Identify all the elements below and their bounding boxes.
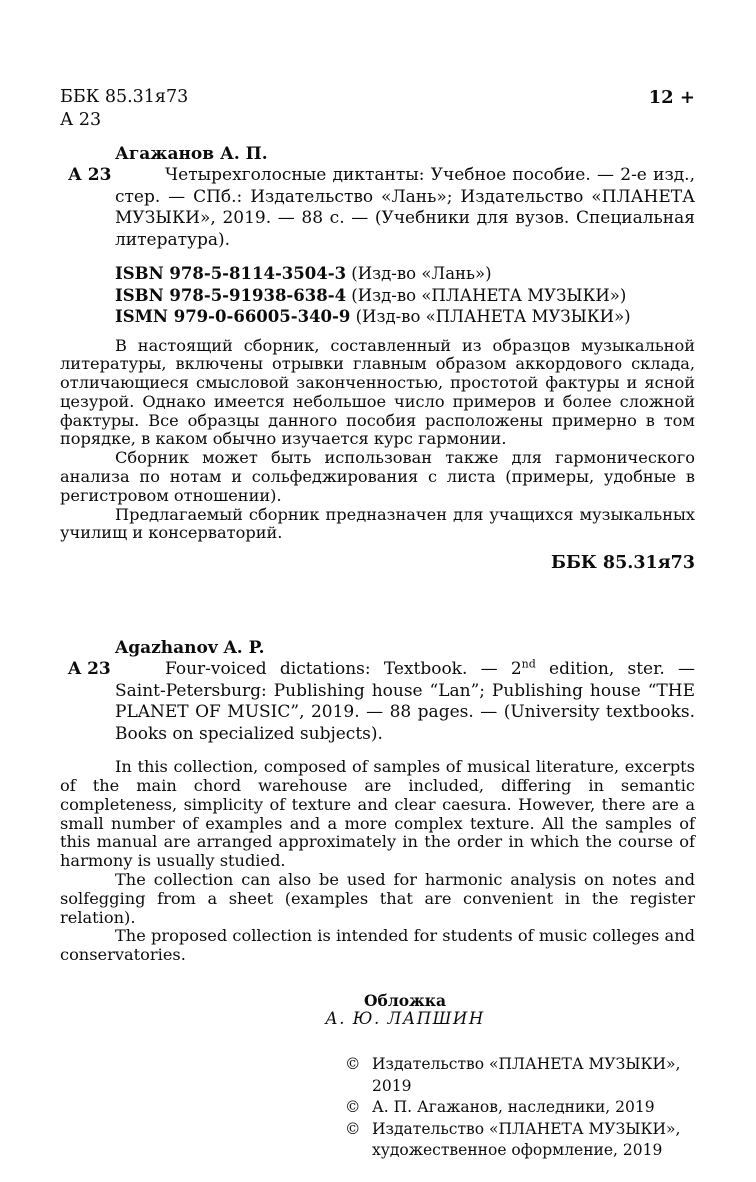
cover-designer-name: А. Ю. ЛАПШИН bbox=[325, 1009, 485, 1029]
ru-annotation-paragraph: Предлагаемый сборник предназначен для учащихся музыкальных училищ и консерваторий. bbox=[60, 504, 695, 543]
en-bibliographic-section bbox=[60, 637, 695, 965]
bbk-code: ББК 85.31я73 bbox=[60, 87, 189, 107]
copyright-line bbox=[345, 1097, 695, 1119]
en-bibliographic-entry bbox=[60, 637, 695, 745]
top-codes-row bbox=[60, 86, 695, 132]
ismn-publisher: (Изд-во «ПЛАНЕТА МУЗЫКИ») bbox=[350, 307, 631, 326]
copyright-symbol: © bbox=[345, 1098, 361, 1117]
en-annotation-paragraph: In this collection, composed of samples of musical literature, excerpts of the main chord warehouse are included, differing in semantic completeness, simplicity of texture and clear caesura. However, there are a small number of examples and a more complex texture. All the samples of this manual are arranged approximately in the order in which the course of harmony is usually studied. bbox=[60, 757, 695, 871]
isbn-publisher: (Изд-во «Лань») bbox=[346, 264, 492, 283]
bbk-footer-code: ББК 85.31я73 bbox=[551, 553, 695, 574]
en-entry-text bbox=[115, 659, 695, 745]
author-sign-code: А 23 bbox=[60, 110, 102, 130]
copyright-text-line1: Издательство «ПЛАНЕТА МУЗЫКИ», bbox=[372, 1119, 681, 1138]
cover-credit bbox=[115, 992, 695, 1028]
ismn-code: ISMN 979-0-66005-340-9 bbox=[115, 307, 351, 326]
ru-entry-text: Четырехголосные диктанты: Учебное пособие. — 2-е изд., стер. — СПб.: Издательство «Лань»; Издательство «ПЛАНЕТА МУЗЫКИ», 2019. — 88 с. — (Учебники для вузов. Специальная литература). bbox=[115, 165, 695, 250]
ru-annotation-paragraph: Сборник может быть использован также для гармонического анализа по нотам и сольфеджирования с листа (примеры, удобные в регистровом отношении). bbox=[60, 448, 695, 505]
copyright-symbol: © bbox=[345, 1119, 361, 1138]
isbn-publisher: (Изд-во «ПЛАНЕТА МУЗЫКИ») bbox=[346, 285, 627, 305]
en-entry-label: A 23 bbox=[68, 659, 111, 680]
classification-codes bbox=[60, 86, 188, 132]
age-rating-badge: 12 + bbox=[648, 87, 695, 108]
copyright-block bbox=[345, 1054, 695, 1162]
ru-author-heading: Агажанов А. П. bbox=[115, 144, 268, 164]
ordinal-superscript: nd bbox=[521, 657, 536, 671]
isbn-code: ISBN 978-5-91938-638-4 bbox=[115, 285, 347, 305]
copyright-text bbox=[372, 1119, 695, 1162]
copyright-text: А. П. Агажанов, наследники, 2019 bbox=[372, 1098, 655, 1117]
ismn-line bbox=[115, 306, 695, 328]
en-entry bbox=[68, 657, 695, 745]
ru-entry bbox=[68, 165, 695, 251]
isbn-code: ISBN 978-5-8114-3504-3 bbox=[115, 264, 347, 283]
copyright-line bbox=[345, 1054, 695, 1097]
copyright-line bbox=[345, 1119, 695, 1162]
ru-entry-label: А 23 bbox=[68, 165, 112, 185]
ru-annotation-paragraph: В настоящий сборник, составленный из образцов музыкальной литературы, включены отрывки главным образом аккордового склада, отличающиеся смысловой законченностью, простотой фактуры и ясной цезурой. Однако имеется небольшое число примеров и более сложной фактуры. Все образцы данного пособия расположены примерно в том порядке, в каком обычно изучается курс гармонии. bbox=[60, 335, 695, 449]
en-entry-text-end: edition, ster. — Saint-Petersburg: Publishing house “Lan”; Publishing house “THE PLANET OF MUSIC”, 2019. — 88 pages. — (University textbooks. Books on specialized subjects). bbox=[115, 659, 695, 744]
cover-credit-label: Обложка bbox=[364, 991, 446, 1011]
isbn-block bbox=[60, 263, 695, 328]
ru-annotation bbox=[60, 337, 695, 544]
en-annotation-paragraph: The collection can also be used for harmonic analysis on notes and solfegging from a sheet (examples that are convenient in the register relation). bbox=[60, 870, 695, 927]
copyright-symbol: © bbox=[345, 1055, 361, 1074]
copyright-text: Издательство «ПЛАНЕТА МУЗЫКИ», 2019 bbox=[372, 1055, 681, 1095]
ru-bibliographic-entry bbox=[60, 143, 695, 251]
en-annotation-paragraph: The proposed collection is intended for students of music colleges and conservatories. bbox=[60, 926, 695, 965]
isbn-line bbox=[115, 285, 695, 307]
en-annotation bbox=[60, 758, 695, 965]
isbn-line bbox=[115, 263, 695, 285]
copyright-text-line2: художественное оформление, 2019 bbox=[372, 1141, 663, 1160]
en-entry-text-start: Four-voiced dictations: Textbook. — 2 bbox=[165, 659, 522, 680]
en-author-heading: Agazhanov A. P. bbox=[115, 638, 265, 659]
